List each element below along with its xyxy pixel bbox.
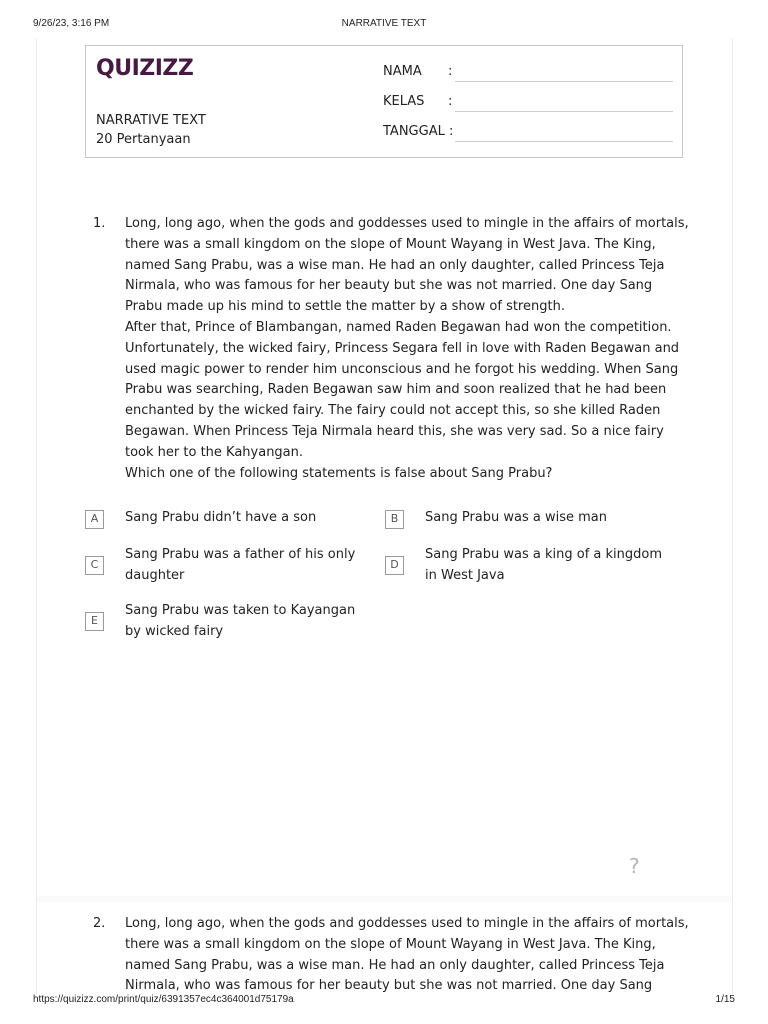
class-colon: : (448, 94, 453, 109)
option-c-text[interactable]: Sang Prabu was a father of his only daughter (125, 547, 356, 583)
option-b-text[interactable]: Sang Prabu was a wise man (425, 510, 608, 525)
date-line (455, 141, 673, 142)
option-b-marker[interactable]: B (385, 510, 404, 529)
print-title: NARRATIVE TEXT (341, 18, 427, 29)
option-c-marker[interactable]: C (85, 556, 104, 575)
print-url: https://quizizz.com/print/quiz/6391357ec4c364001d75179a (33, 994, 294, 1005)
name-label: NAMA (383, 64, 422, 79)
question-paragraph: Long, long ago, when the gods and goddesses used to mingle in the affairs of mortals, there was a small kingdom on the slope of Mount Wayang in West Java. The King, named Sang Prabu, was a wise man. He had an only daughter, called Princess Teja Nirmala, who was famous for her beauty but she was not married. One day Sang (125, 916, 689, 994)
print-footer (33, 994, 735, 1008)
date-label: TANGGAL : (383, 124, 454, 139)
print-header (33, 18, 735, 32)
question-paragraph: Long, long ago, when the gods and goddesses used to mingle in the affairs of mortals, there was a small kingdom on the slope of Mount Wayang in West Java. The King, named Sang Prabu, was a wise man. He had an only daughter, called Princess Teja Nirmala, who was famous for her beauty but she was not married. One day Sang Prabu made up his mind to settle the matter by a show of strength. (125, 216, 689, 315)
class-label: KELAS (383, 94, 425, 109)
question-count: 20 Pertanyaan (96, 132, 191, 147)
question-prompt: Which one of the following statements is false about Sang Prabu? (125, 465, 553, 481)
quiz-title: NARRATIVE TEXT (96, 113, 206, 128)
help-icon[interactable]: ? (629, 854, 640, 878)
quizizz-logo: QUIZIZZ (96, 56, 194, 81)
page-indicator: 1/15 (715, 994, 735, 1005)
option-d-marker[interactable]: D (385, 556, 404, 575)
option-e-marker[interactable]: E (85, 612, 104, 631)
option-a-text[interactable]: Sang Prabu didn’t have a son (125, 510, 317, 525)
question-number: 2. (93, 916, 106, 931)
class-line (455, 111, 673, 112)
question-paragraph: After that, Prince of Blambangan, named Raden Begawan had won the competition. Unfortunately, the wicked fairy, Princess Segara fell in love with Raden Begawan and used magic power to render him unconscious and he forgot his wedding. When Sang Prabu was searching, Raden Begawan saw him and soon realized that he had been enchanted by the wicked fairy. The fairy could not accept this, so she killed Raden Begawan. When Princess Teja Nirmala heard this, she was very sad. So a nice fairy took her to the Kahyangan. (125, 319, 680, 460)
name-colon: : (448, 64, 453, 79)
name-line (455, 81, 673, 82)
question-number: 1. (93, 216, 106, 231)
question-divider (37, 896, 732, 902)
option-d-text[interactable]: Sang Prabu was a king of a kingdom in West Java (425, 547, 663, 583)
question-text (125, 214, 691, 484)
option-a-marker[interactable]: A (85, 510, 104, 529)
quiz-page (36, 38, 733, 994)
option-e-text[interactable]: Sang Prabu was taken to Kayangan by wicked fairy (125, 603, 356, 639)
print-datetime: 9/26/23, 3:16 PM (33, 18, 110, 29)
quiz-info-box (85, 45, 683, 158)
question-text (125, 914, 691, 994)
